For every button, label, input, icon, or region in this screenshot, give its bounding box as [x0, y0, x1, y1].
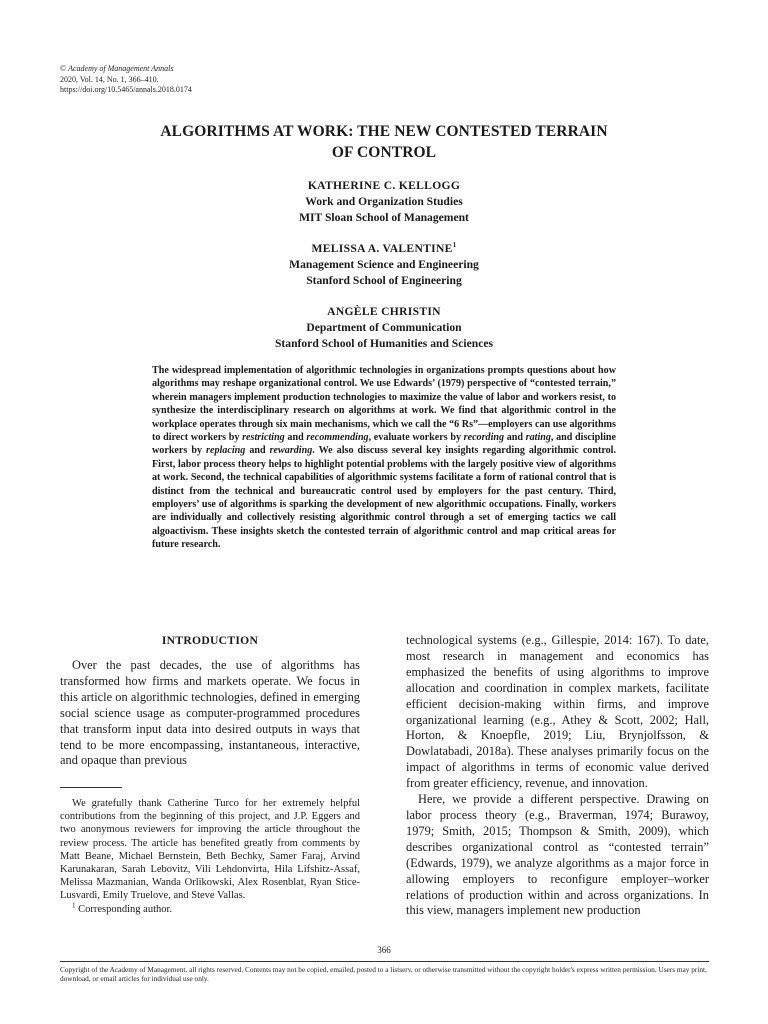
- author-institution: MIT Sloan School of Management: [299, 211, 469, 224]
- author-list: [0, 178, 768, 367]
- footnote-mark: 1: [72, 901, 76, 910]
- section-heading: INTRODUCTION: [161, 634, 259, 647]
- author-department: Department of Communication: [306, 321, 462, 334]
- body-paragraph: technological systems (e.g., Gillespie, 2014: 167). To date, most research in management and economics has emphasized the benefits of using algorithms to improve allocation and coordination in complex markets, facilitate efficient decision-making within firms, and improve organizational learning (e.g., Athey & Scott, 2002; Hall, Horton, & Knoepfle, 2019; Liu, Brynjolfsson, & Dowlatabadi, 2018a). These analyses primarily focus on the impact of algorithms in terms of economic value derived from greater efficiency, revenue, and innovation.: [406, 633, 709, 791]
- volume-line: 2020, Vol. 14, No. 1, 366–410.: [60, 74, 159, 84]
- title-line-2: OF CONTROL: [331, 144, 437, 161]
- abstract: The widespread implementation of algorithmic technologies in organizations prompts questions about how algorithms may reshape organizational control. We use Edwards’ (1979) perspective of “contested terrain,” wherein managers implement production technologies to maximize the value of labor and workers resist, to synthesize the interdisciplinary research on algorithms at work. We find that algorithmic control in the workplace operates through six main mechanisms, which we call the “6 Rs”—employers can use algorithms to direct workers by restricting and recommending, evaluate workers by recording and rating, and discipline workers by replacing and rewarding. We also discuss several key insights regarding algorithmic control. First, labor process theory helps to highlight potential problems with the largely positive view of algorithms at work. Second, the technical capabilities of algorithmic systems facilitate a form of rational control that is distinct from the technical and bureaucratic control used by employers for the past century. Third, employers’ use of algorithms is sparking the development of new algorithmic occupations. Finally, workers are individually and collectively resisting algorithmic control through a set of emerging tactics we call algoactivism. These insights sketch the contested terrain of algorithmic control and map critical areas for future research.: [152, 365, 617, 551]
- footer-divider: [60, 961, 709, 962]
- copyright-symbol: ©: [60, 64, 67, 73]
- author-name: ANGÈLE CHRISTIN: [327, 305, 441, 318]
- corresponding-author-note: $^1$ Corresponding author.: [72, 901, 173, 915]
- copyright-notice: Copyright of the Academy of Management, all rights reserved. Contents may not be copied, emailed, posted to a listserv, or otherwise transmitted without the copyright holder's express written permission. Users may print, download, or email articles for individual use only.: [60, 965, 707, 984]
- corresponding-author-mark: 1: [452, 241, 457, 250]
- doi-link[interactable]: https://doi.org/10.5465/annals.2018.0174: [60, 85, 192, 94]
- author-name: MELISSA A. VALENTINE: [311, 242, 453, 255]
- author-valentine: [0, 241, 768, 289]
- article-title: [0, 121, 768, 163]
- right-column: [406, 633, 709, 919]
- title-line-1: ALGORITHMS AT WORK: THE NEW CONTESTED TERRAIN: [160, 123, 608, 140]
- author-department: Management Science and Engineering: [289, 258, 479, 271]
- footnote-divider: [60, 787, 122, 788]
- footnote: [60, 797, 360, 916]
- journal-name: Academy of Management Annals: [68, 64, 174, 73]
- body-paragraph: Over the past decades, the use of algorithms has transformed how firms and markets operate. We focus in this article on algorithmic technologies, defined in emerging social science usage as computer-programmed procedures that transform input data into desired outputs in ways that tend to be more encompassing, instantaneous, interactive, and opaque than previous: [60, 658, 360, 768]
- author-kellogg: [0, 178, 768, 226]
- author-name: KATHERINE C. KELLOGG: [307, 179, 461, 192]
- acknowledgements: We gratefully thank Catherine Turco for her extremely helpful contributions from the beginning of this project, and J.P. Eggers and two anonymous reviewers for improving the article throughout the review process. The article has benefited greatly from comments by Matt Beane, Michael Bernstein, Beth Bechky, Samer Faraj, Arvind Karunakaran, Sarah Lebovitz, Vili Lehdonvirta, Hila Lifshitz-Assaf, Melissa Mazmanian, Wanda Orlikowski, Alex Rosenblat, Ryan Stice-Lusvardi, Emily Truelove, and Steve Vallas.: [60, 798, 360, 902]
- article-metadata: [60, 64, 192, 96]
- left-column: [60, 633, 360, 769]
- author-institution: Stanford School of Humanities and Sciences: [274, 337, 494, 350]
- body-paragraph: Here, we provide a different perspective. Drawing on labor process theory (e.g., Braverman, 1974; Burawoy, 1979; Smith, 2015; Thompson & Smith, 2009), which describes organizational control as “contested terrain” (Edwards, 1979), we analyze algorithms as a major force in allowing employers to reconfigure employer–worker relations of production within and across organizations. In this view, managers implement new production: [406, 792, 709, 918]
- page-number: 366: [377, 945, 391, 955]
- author-christin: [0, 304, 768, 352]
- author-institution: Stanford School of Engineering: [306, 274, 462, 287]
- author-department: Work and Organization Studies: [305, 195, 463, 208]
- journal-line: [60, 64, 192, 75]
